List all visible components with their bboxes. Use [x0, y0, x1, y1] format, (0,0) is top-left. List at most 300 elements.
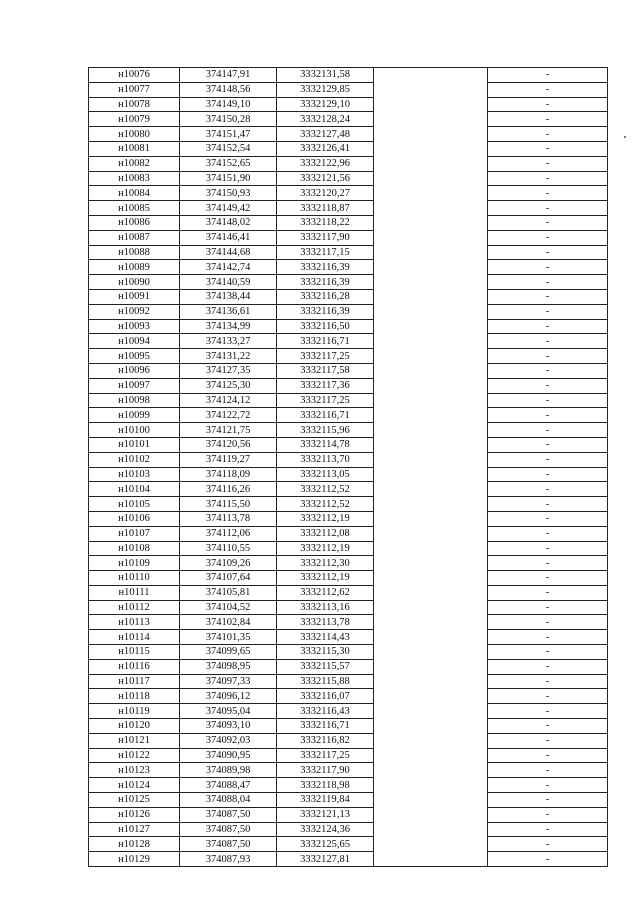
point-id-cell: н10078 [89, 97, 180, 112]
dash-cell: - [488, 852, 608, 867]
blank-cell [374, 733, 488, 748]
y-coordinate-cell: 3332126,41 [277, 141, 374, 156]
blank-cell [374, 659, 488, 674]
blank-cell [374, 245, 488, 260]
coordinates-table-body [89, 68, 608, 867]
dash-cell: - [488, 571, 608, 586]
dash-cell: - [488, 793, 608, 808]
dash-cell: - [488, 319, 608, 334]
blank-cell [374, 275, 488, 290]
x-coordinate-cell: 374098,95 [180, 659, 277, 674]
x-coordinate-cell: 374119,27 [180, 452, 277, 467]
x-coordinate-cell: 374116,26 [180, 482, 277, 497]
dash-cell: - [488, 822, 608, 837]
point-id-cell: н10088 [89, 245, 180, 260]
blank-cell [374, 600, 488, 615]
point-id-cell: н10124 [89, 778, 180, 793]
y-coordinate-cell: 3332120,27 [277, 186, 374, 201]
dash-cell: - [488, 437, 608, 452]
x-coordinate-cell: 374149,42 [180, 201, 277, 216]
point-id-cell: н10092 [89, 304, 180, 319]
y-coordinate-cell: 3332131,58 [277, 68, 374, 83]
dash-cell: - [488, 659, 608, 674]
y-coordinate-cell: 3332129,10 [277, 97, 374, 112]
blank-cell [374, 467, 488, 482]
x-coordinate-cell: 374125,30 [180, 378, 277, 393]
x-coordinate-cell: 374099,65 [180, 645, 277, 660]
x-coordinate-cell: 374140,59 [180, 275, 277, 290]
dash-cell: - [488, 363, 608, 378]
blank-cell [374, 349, 488, 364]
table-row [89, 822, 608, 837]
y-coordinate-cell: 3332116,28 [277, 289, 374, 304]
table-row [89, 719, 608, 734]
x-coordinate-cell: 374097,33 [180, 674, 277, 689]
point-id-cell: н10079 [89, 112, 180, 127]
point-id-cell: н10104 [89, 482, 180, 497]
point-id-cell: н10083 [89, 171, 180, 186]
y-coordinate-cell: 3332117,15 [277, 245, 374, 260]
table-row [89, 171, 608, 186]
y-coordinate-cell: 3332117,25 [277, 748, 374, 763]
y-coordinate-cell: 3332112,30 [277, 556, 374, 571]
dash-cell: - [488, 541, 608, 556]
blank-cell [374, 215, 488, 230]
point-id-cell: н10096 [89, 363, 180, 378]
dash-cell: - [488, 526, 608, 541]
x-coordinate-cell: 374151,90 [180, 171, 277, 186]
x-coordinate-cell: 374101,35 [180, 630, 277, 645]
table-row [89, 526, 608, 541]
blank-cell [374, 689, 488, 704]
table-row [89, 807, 608, 822]
y-coordinate-cell: 3332112,19 [277, 511, 374, 526]
point-id-cell: н10128 [89, 837, 180, 852]
y-coordinate-cell: 3332117,36 [277, 378, 374, 393]
y-coordinate-cell: 3332125,65 [277, 837, 374, 852]
dash-cell: - [488, 141, 608, 156]
blank-cell [374, 645, 488, 660]
table-row [89, 437, 608, 452]
dash-cell: - [488, 156, 608, 171]
table-row [89, 467, 608, 482]
blank-cell [374, 393, 488, 408]
dash-cell: - [488, 289, 608, 304]
dash-cell: - [488, 68, 608, 83]
point-id-cell: н10087 [89, 230, 180, 245]
y-coordinate-cell: 3332127,48 [277, 127, 374, 142]
x-coordinate-cell: 374093,10 [180, 719, 277, 734]
dash-cell: - [488, 260, 608, 275]
table-row [89, 630, 608, 645]
dash-cell: - [488, 704, 608, 719]
x-coordinate-cell: 374151,47 [180, 127, 277, 142]
y-coordinate-cell: 3332116,71 [277, 719, 374, 734]
dash-cell: - [488, 511, 608, 526]
y-coordinate-cell: 3332116,07 [277, 689, 374, 704]
blank-cell [374, 437, 488, 452]
x-coordinate-cell: 374138,44 [180, 289, 277, 304]
blank-cell [374, 630, 488, 645]
table-row [89, 363, 608, 378]
point-id-cell: н10118 [89, 689, 180, 704]
dash-cell: - [488, 630, 608, 645]
blank-cell [374, 378, 488, 393]
y-coordinate-cell: 3332117,90 [277, 230, 374, 245]
blank-cell [374, 763, 488, 778]
blank-cell [374, 674, 488, 689]
table-row [89, 186, 608, 201]
x-coordinate-cell: 374096,12 [180, 689, 277, 704]
point-id-cell: н10114 [89, 630, 180, 645]
x-coordinate-cell: 374087,50 [180, 837, 277, 852]
point-id-cell: н10098 [89, 393, 180, 408]
y-coordinate-cell: 3332115,57 [277, 659, 374, 674]
y-coordinate-cell: 3332119,84 [277, 793, 374, 808]
point-id-cell: н10103 [89, 467, 180, 482]
x-coordinate-cell: 374144,68 [180, 245, 277, 260]
dash-cell: - [488, 689, 608, 704]
dash-cell: - [488, 600, 608, 615]
blank-cell [374, 334, 488, 349]
x-coordinate-cell: 374122,72 [180, 408, 277, 423]
dash-cell: - [488, 408, 608, 423]
point-id-cell: н10108 [89, 541, 180, 556]
point-id-cell: н10119 [89, 704, 180, 719]
point-id-cell: н10115 [89, 645, 180, 660]
table-row [89, 497, 608, 512]
x-coordinate-cell: 374148,02 [180, 215, 277, 230]
table-row [89, 112, 608, 127]
blank-cell [374, 778, 488, 793]
dash-cell: - [488, 748, 608, 763]
table-row [89, 748, 608, 763]
table-row [89, 289, 608, 304]
blank-cell [374, 497, 488, 512]
point-id-cell: н10084 [89, 186, 180, 201]
blank-cell [374, 201, 488, 216]
blank-cell [374, 807, 488, 822]
blank-cell [374, 541, 488, 556]
table-row [89, 245, 608, 260]
blank-cell [374, 748, 488, 763]
x-coordinate-cell: 374115,50 [180, 497, 277, 512]
y-coordinate-cell: 3332121,56 [277, 171, 374, 186]
table-row [89, 141, 608, 156]
x-coordinate-cell: 374112,06 [180, 526, 277, 541]
point-id-cell: н10095 [89, 349, 180, 364]
blank-cell [374, 615, 488, 630]
blank-cell [374, 704, 488, 719]
y-coordinate-cell: 3332116,39 [277, 275, 374, 290]
y-coordinate-cell: 3332129,85 [277, 82, 374, 97]
point-id-cell: н10121 [89, 733, 180, 748]
blank-cell [374, 260, 488, 275]
table-row [89, 215, 608, 230]
y-coordinate-cell: 3332116,39 [277, 260, 374, 275]
point-id-cell: н10109 [89, 556, 180, 571]
blank-cell [374, 526, 488, 541]
dash-cell: - [488, 778, 608, 793]
point-id-cell: н10120 [89, 719, 180, 734]
x-coordinate-cell: 374127,35 [180, 363, 277, 378]
point-id-cell: н10129 [89, 852, 180, 867]
blank-cell [374, 852, 488, 867]
table-row [89, 600, 608, 615]
x-coordinate-cell: 374120,56 [180, 437, 277, 452]
blank-cell [374, 423, 488, 438]
table-row [89, 319, 608, 334]
point-id-cell: н10125 [89, 793, 180, 808]
table-row [89, 585, 608, 600]
table-row [89, 556, 608, 571]
table-row [89, 423, 608, 438]
x-coordinate-cell: 374087,93 [180, 852, 277, 867]
point-id-cell: н10077 [89, 82, 180, 97]
blank-cell [374, 82, 488, 97]
x-coordinate-cell: 374087,50 [180, 807, 277, 822]
y-coordinate-cell: 3332112,08 [277, 526, 374, 541]
y-coordinate-cell: 3332124,36 [277, 822, 374, 837]
table-row [89, 68, 608, 83]
blank-cell [374, 719, 488, 734]
point-id-cell: н10081 [89, 141, 180, 156]
point-id-cell: н10100 [89, 423, 180, 438]
point-id-cell: н10102 [89, 452, 180, 467]
blank-cell [374, 571, 488, 586]
x-coordinate-cell: 374092,03 [180, 733, 277, 748]
point-id-cell: н10113 [89, 615, 180, 630]
x-coordinate-cell: 374146,41 [180, 230, 277, 245]
point-id-cell: н10112 [89, 600, 180, 615]
point-id-cell: н10110 [89, 571, 180, 586]
dash-cell: - [488, 482, 608, 497]
y-coordinate-cell: 3332114,78 [277, 437, 374, 452]
x-coordinate-cell: 374105,81 [180, 585, 277, 600]
table-row [89, 645, 608, 660]
x-coordinate-cell: 374150,93 [180, 186, 277, 201]
blank-cell [374, 556, 488, 571]
blank-cell [374, 141, 488, 156]
x-coordinate-cell: 374149,10 [180, 97, 277, 112]
point-id-cell: н10105 [89, 497, 180, 512]
y-coordinate-cell: 3332117,90 [277, 763, 374, 778]
x-coordinate-cell: 374102,84 [180, 615, 277, 630]
dash-cell: - [488, 423, 608, 438]
x-coordinate-cell: 374124,12 [180, 393, 277, 408]
blank-cell [374, 156, 488, 171]
x-coordinate-cell: 374131,22 [180, 349, 277, 364]
table-row [89, 378, 608, 393]
dash-cell: - [488, 556, 608, 571]
x-coordinate-cell: 374147,91 [180, 68, 277, 83]
y-coordinate-cell: 3332115,88 [277, 674, 374, 689]
y-coordinate-cell: 3332113,78 [277, 615, 374, 630]
y-coordinate-cell: 3332118,87 [277, 201, 374, 216]
blank-cell [374, 112, 488, 127]
dash-cell: - [488, 719, 608, 734]
x-coordinate-cell: 374088,47 [180, 778, 277, 793]
dash-cell: - [488, 186, 608, 201]
point-id-cell: н10082 [89, 156, 180, 171]
x-coordinate-cell: 374133,27 [180, 334, 277, 349]
y-coordinate-cell: 3332117,25 [277, 349, 374, 364]
point-id-cell: н10094 [89, 334, 180, 349]
table-row [89, 674, 608, 689]
point-id-cell: н10085 [89, 201, 180, 216]
dash-cell: - [488, 97, 608, 112]
table-row [89, 704, 608, 719]
table-row [89, 733, 608, 748]
x-coordinate-cell: 374118,09 [180, 467, 277, 482]
blank-cell [374, 319, 488, 334]
blank-cell [374, 482, 488, 497]
table-row [89, 482, 608, 497]
y-coordinate-cell: 3332112,19 [277, 571, 374, 586]
dash-cell: - [488, 733, 608, 748]
y-coordinate-cell: 3332116,43 [277, 704, 374, 719]
dash-cell: - [488, 378, 608, 393]
point-id-cell: н10122 [89, 748, 180, 763]
x-coordinate-cell: 374110,55 [180, 541, 277, 556]
table-row [89, 97, 608, 112]
x-coordinate-cell: 374089,98 [180, 763, 277, 778]
dash-cell: - [488, 245, 608, 260]
blank-cell [374, 97, 488, 112]
dash-cell: - [488, 171, 608, 186]
table-row [89, 260, 608, 275]
y-coordinate-cell: 3332128,24 [277, 112, 374, 127]
scan-mark [624, 136, 626, 138]
blank-cell [374, 793, 488, 808]
dash-cell: - [488, 645, 608, 660]
x-coordinate-cell: 374104,52 [180, 600, 277, 615]
point-id-cell: н10126 [89, 807, 180, 822]
y-coordinate-cell: 3332115,96 [277, 423, 374, 438]
blank-cell [374, 289, 488, 304]
x-coordinate-cell: 374150,28 [180, 112, 277, 127]
x-coordinate-cell: 374095,04 [180, 704, 277, 719]
table-row [89, 334, 608, 349]
table-row [89, 201, 608, 216]
x-coordinate-cell: 374136,61 [180, 304, 277, 319]
dash-cell: - [488, 127, 608, 142]
dash-cell: - [488, 467, 608, 482]
point-id-cell: н10106 [89, 511, 180, 526]
x-coordinate-cell: 374121,75 [180, 423, 277, 438]
blank-cell [374, 452, 488, 467]
point-id-cell: н10080 [89, 127, 180, 142]
table-row [89, 452, 608, 467]
dash-cell: - [488, 674, 608, 689]
dash-cell: - [488, 304, 608, 319]
point-id-cell: н10123 [89, 763, 180, 778]
dash-cell: - [488, 763, 608, 778]
table-row [89, 541, 608, 556]
blank-cell [374, 585, 488, 600]
table-row [89, 156, 608, 171]
blank-cell [374, 171, 488, 186]
point-id-cell: н10111 [89, 585, 180, 600]
y-coordinate-cell: 3332116,50 [277, 319, 374, 334]
y-coordinate-cell: 3332113,70 [277, 452, 374, 467]
x-coordinate-cell: 374152,54 [180, 141, 277, 156]
table-row [89, 230, 608, 245]
point-id-cell: н10117 [89, 674, 180, 689]
blank-cell [374, 127, 488, 142]
y-coordinate-cell: 3332127,81 [277, 852, 374, 867]
dash-cell: - [488, 807, 608, 822]
coordinates-table [88, 67, 608, 867]
table-row [89, 511, 608, 526]
point-id-cell: н10089 [89, 260, 180, 275]
table-row [89, 689, 608, 704]
table-row [89, 852, 608, 867]
y-coordinate-cell: 3332112,19 [277, 541, 374, 556]
dash-cell: - [488, 275, 608, 290]
dash-cell: - [488, 82, 608, 97]
point-id-cell: н10090 [89, 275, 180, 290]
blank-cell [374, 68, 488, 83]
table-row [89, 127, 608, 142]
dash-cell: - [488, 334, 608, 349]
y-coordinate-cell: 3332122,96 [277, 156, 374, 171]
point-id-cell: н10116 [89, 659, 180, 674]
y-coordinate-cell: 3332118,22 [277, 215, 374, 230]
dash-cell: - [488, 837, 608, 852]
y-coordinate-cell: 3332115,30 [277, 645, 374, 660]
point-id-cell: н10099 [89, 408, 180, 423]
table-row [89, 571, 608, 586]
dash-cell: - [488, 230, 608, 245]
dash-cell: - [488, 349, 608, 364]
x-coordinate-cell: 374107,64 [180, 571, 277, 586]
y-coordinate-cell: 3332112,62 [277, 585, 374, 600]
table-row [89, 349, 608, 364]
table-row [89, 615, 608, 630]
blank-cell [374, 511, 488, 526]
point-id-cell: н10097 [89, 378, 180, 393]
y-coordinate-cell: 3332112,52 [277, 497, 374, 512]
blank-cell [374, 363, 488, 378]
blank-cell [374, 230, 488, 245]
x-coordinate-cell: 374142,74 [180, 260, 277, 275]
y-coordinate-cell: 3332116,82 [277, 733, 374, 748]
dash-cell: - [488, 215, 608, 230]
table-row [89, 275, 608, 290]
x-coordinate-cell: 374148,56 [180, 82, 277, 97]
blank-cell [374, 304, 488, 319]
point-id-cell: н10091 [89, 289, 180, 304]
y-coordinate-cell: 3332113,05 [277, 467, 374, 482]
blank-cell [374, 408, 488, 423]
x-coordinate-cell: 374152,65 [180, 156, 277, 171]
dash-cell: - [488, 585, 608, 600]
x-coordinate-cell: 374113,78 [180, 511, 277, 526]
x-coordinate-cell: 374134,99 [180, 319, 277, 334]
dash-cell: - [488, 615, 608, 630]
x-coordinate-cell: 374090,95 [180, 748, 277, 763]
y-coordinate-cell: 3332116,71 [277, 334, 374, 349]
table-row [89, 393, 608, 408]
table-row [89, 837, 608, 852]
dash-cell: - [488, 452, 608, 467]
y-coordinate-cell: 3332117,25 [277, 393, 374, 408]
point-id-cell: н10127 [89, 822, 180, 837]
y-coordinate-cell: 3332114,43 [277, 630, 374, 645]
y-coordinate-cell: 3332117,58 [277, 363, 374, 378]
dash-cell: - [488, 112, 608, 127]
